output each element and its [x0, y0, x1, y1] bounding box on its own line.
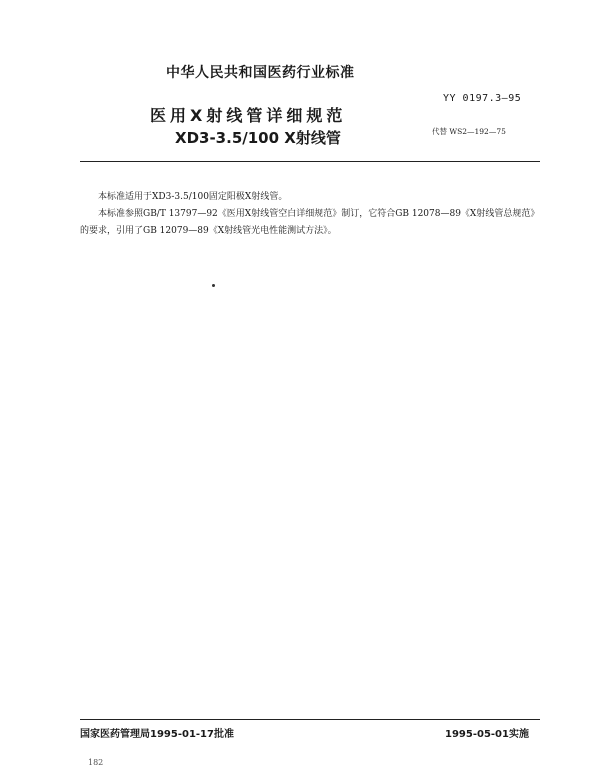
replaces-standard: 代替 WS2—192—75: [432, 127, 506, 136]
page-number: 182: [88, 758, 104, 767]
body-paragraph-references: 本标准参照GB/T 13797—92《医用X射线管空白详细规范》制订，它符合GB 12078—89《X射线管总规范》的要求，引用了GB 12079—89《X射线管光电性能测试方法》。: [80, 209, 540, 236]
standard-number: YY 0197.3—95: [443, 93, 522, 104]
scan-speck: [212, 284, 215, 287]
document-body: [80, 189, 540, 240]
document-title: 医用X射线管详细规范: [150, 106, 347, 125]
footer-divider: [80, 719, 540, 720]
body-paragraph-scope: 本标准适用于XD3-3.5/100固定阳极X射线管。: [98, 192, 288, 202]
approval-statement: 国家医药管理局1995-01-17批准: [80, 729, 234, 740]
header-divider: [80, 161, 540, 162]
implementation-date: 1995-05-01实施: [445, 729, 529, 740]
document-subtitle: XD3-3.5/100 X射线管: [175, 129, 341, 147]
industry-standard-title: 中华人民共和国医药行业标准: [166, 65, 355, 81]
